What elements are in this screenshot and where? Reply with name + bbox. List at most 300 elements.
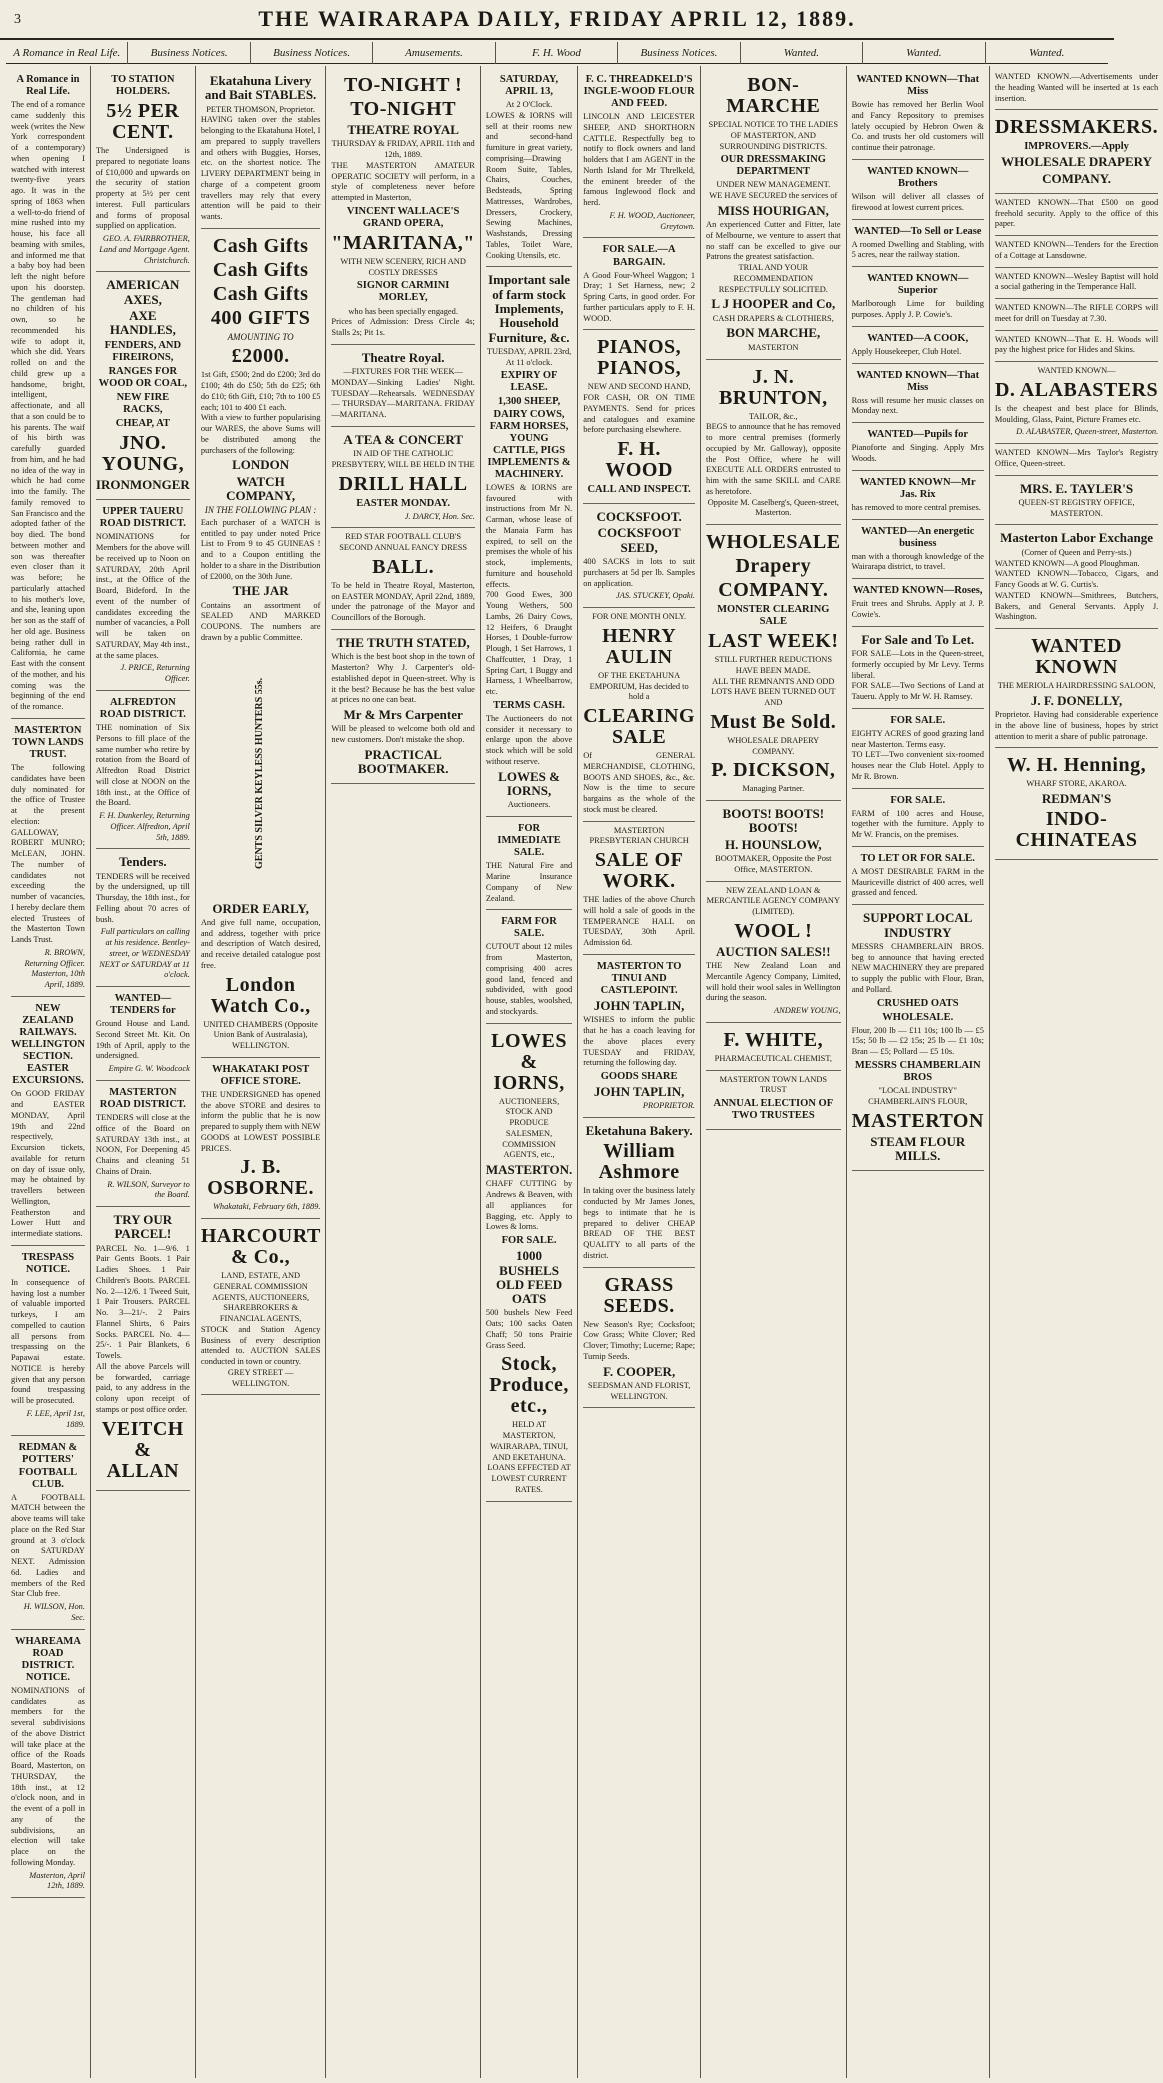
ad-headline: F. WHITE,: [723, 1028, 824, 1051]
section-header: A Romance in Real Life.: [6, 42, 128, 64]
ad-headline: 1000 BUSHELS OLD FEED OATS: [496, 1248, 563, 1307]
ad-headline: TO-NIGHT: [350, 98, 457, 120]
classified: [995, 68, 1158, 110]
ad-body: Which is the best boot shop in the town of Masterton? Why J. Carpenter's old-established depot in Queen-street. Why is it the best? Because he has the best value at prices no one can beat.: [331, 652, 475, 705]
classified: [852, 220, 984, 268]
ad-headline: LAST WEEK!: [708, 630, 839, 653]
ad-signature: ANDREW YOUNG,: [774, 1006, 841, 1016]
ad-headline: SUPPORT LOCAL INDUSTRY: [863, 910, 973, 940]
ad-headline: London Watch Co.,: [210, 973, 311, 1017]
ad-subheadline: UNDER NEW MANAGEMENT.: [716, 180, 831, 190]
advertisement: [583, 68, 695, 238]
column-3: [196, 66, 327, 2078]
notice-body: On GOOD FRIDAY and EASTER MONDAY, April 19th and 22nd respectively, Excursion tickets, available for return on day of issue only, may be obtained by travellers between Wellington, Featherston and Lower Hutt and intermediate stations.: [11, 1089, 85, 1238]
advertisement: [583, 1118, 695, 1268]
ad-headline: D. ALABASTERS: [994, 378, 1159, 401]
ad-headline: J. N. BRUNTON,: [718, 365, 828, 409]
classified-body: Marlborough Lime for building purposes. Apply J. P. Cowie's.: [851, 299, 984, 319]
ad-headline: PIANOS, PIANOS,: [597, 336, 682, 380]
ad-headline: TO-NIGHT !: [344, 74, 463, 96]
ad-body: New Season's Rye; Cocksfoot; Cow Grass; White Clover; Red Clover; Timothy; Lucerne; Rape; Turnip Seeds.: [583, 1319, 696, 1361]
ad-body: Prices of Admission: Dress Circle 4s; Stalls 2s; Pit 1s.: [331, 317, 475, 338]
ad-subheadline: WHOLESALE DRAPERY COMPANY.: [727, 735, 820, 756]
classified: [995, 299, 1158, 331]
classified-body: Apply Housekeeper, Club Hotel.: [851, 346, 962, 356]
ad-body: THE UNDERSIGNED has opened the above STORE and desires to inform the public that he is now prepared to supply them with NEW GOODS at LOWEST POSSIBLE PRICES.: [200, 1089, 321, 1153]
ad-body: 400 SACKS in lots to suit purchasers at 5d per lb. Samples on application.: [583, 557, 696, 588]
ad-body: With a view to further popularising our WARES, the above Sums will be distributed among the purchasers of the following:: [200, 413, 321, 455]
advertisement: [486, 267, 572, 817]
ad-headline: MISS HOURIGAN,: [717, 202, 829, 218]
classified: [852, 789, 984, 847]
advertisement: [706, 1071, 841, 1131]
notice-body: NOMINATIONS of candidates as members for the several subdivisions of the above District will take place at the office of the Roads Board, Masterton, on THURSDAY, the 18th inst., at 12 o'clock noon, and in the event of a poll in any of the subdivisions, an election will take place on the following Monday.: [11, 1685, 85, 1867]
ad-headline: THEATRE ROYAL: [347, 122, 459, 137]
ad-headline: DRESSMAKERS.: [994, 116, 1159, 139]
advertisement: [995, 362, 1158, 444]
ad-headline: 1,300 SHEEP, DAIRY COWS, FARM HORSES, YOUNG CATTLE, PIGS IMPLEMENTS & MACHINERY.: [487, 396, 571, 480]
notice-body: In consequence of having lost a number of valuable imported turkeys, I am compelled to caution all persons from trespassing on the Papawai estate. NOTICE is hereby given that any person found trespassing will be prosecuted.: [11, 1277, 85, 1406]
ad-headline: MESSRS CHAMBERLAIN BROS: [854, 1059, 981, 1084]
notice-title: TRESPASS NOTICE.: [21, 1251, 75, 1275]
ad-body: FOR CASH, OR ON TIME PAYMENTS. Send for prices and catalogues and examine before purchasing elsewhere.: [583, 393, 696, 435]
ad-body: Will be pleased to welcome both old and new customers. Don't mistake the shop.: [331, 724, 475, 745]
ad-headline: NEW FIRE RACKS,: [116, 391, 170, 415]
advertisement: [486, 1024, 572, 1502]
ad-body: LOWES & IORNS will sell at their rooms new and second-hand furniture in great variety, comprising—Drawing Room Suite, Tables, Chairs, Couches, Bedsteads, Spring Mattresses, Wardrobes, Dressers, Crockery, Sewing Machines, Washstands, Dressing Tables, Toilet Ware, Cooking Utensils, etc.: [485, 110, 573, 260]
ad-subheadline: MONSTER CLEARING SALE: [717, 604, 830, 628]
notice-signature: H. WILSON, Hon. Sec.: [23, 1602, 85, 1622]
ad-signature: PROPRIETOR.: [642, 1101, 696, 1111]
notice-body: TENDERS will be received by the undersigned, up till Thursday, the 18th inst., for Felling about 70 acres of bush.: [95, 871, 190, 924]
ad-headline: BON-MARCHE: [726, 74, 821, 117]
ad-headline: OUR DRESSMAKING DEPARTMENT: [720, 154, 826, 178]
ad-dates: THURSDAY & FRIDAY, APRIL 11th and 12th, 1889.: [331, 139, 475, 160]
page-grid: [6, 66, 1159, 2078]
ad-subheadline: (Corner of Queen and Perry-sts.): [1021, 547, 1132, 557]
notice-signature: F. LEE, April 1st, 1889.: [26, 1408, 85, 1429]
ad-headline: MRS. E. TAYLER'S: [1019, 480, 1134, 496]
ad-headline: WHOLESALE DRAPERY: [1001, 154, 1152, 170]
section-header: Wanted.: [1029, 47, 1065, 59]
ad-body: THE ladies of the above Church will hold a sale of goods in the TEMPERANCE HALL on TUESDAY, 30th April. Admission 6d.: [583, 895, 696, 948]
ad-subheadline: MASTERTON TOWN LANDS TRUST: [719, 1074, 828, 1095]
classified: [852, 579, 984, 627]
ad-address: UNITED CHAMBERS (Opposite Union Bank of Australasia), WELLINGTON.: [203, 1019, 318, 1051]
classified-body: FOR SALE—Two Sections of Land at Taueru. Apply to Mr W. H. Ramsey.: [851, 681, 984, 702]
ad-headline: IRONMONGER: [95, 477, 190, 492]
ad-body: BEGS to announce that he has removed to more central premises (formerly occupied by Mr. Galloway), opposite the Post Office, where he will EXECUTE ALL ORDERS entrusted to him with the same SKILL and CARE as heretofore.: [706, 422, 841, 496]
ad-headline: 5½ PER CENT.: [106, 100, 180, 144]
notice-title: MASTERTON ROAD DISTRICT.: [99, 1086, 186, 1111]
classified: [852, 709, 984, 789]
ad-headline: ORDER EARLY,: [212, 900, 309, 916]
ad-subheadline: NEW AND SECOND HAND,: [587, 382, 691, 392]
advertisement: [201, 229, 321, 1058]
notice-body: Ground House and Land. Second Street Mt. Kit. On 19th of April, apply to the undersigned.: [95, 1019, 190, 1061]
advertisement: [96, 272, 190, 500]
column-2: [91, 66, 196, 2078]
ad-subheadline: CASH DRAPERS & CLOTHIERS,: [712, 313, 834, 323]
ad-body: Is the cheapest and best place for Blinds, Moulding, Glass, Paint, Picture Frames etc.: [994, 403, 1159, 424]
advertisement: [201, 1219, 321, 1395]
ad-headline: LOWES & IORNS,: [498, 768, 560, 799]
ad-subheadline: TRIAL AND YOUR RECOMMENDATION RESPECTFULLY SOLICITED.: [718, 263, 828, 294]
ad-headline: JOHN TAPLIN,: [593, 1084, 685, 1100]
ad-headline: Theatre Royal.: [361, 349, 445, 365]
ad-body: WE HAVE SECURED the services of: [709, 191, 838, 201]
ad-headline: FOR SALE.: [501, 1235, 557, 1247]
ad-subheadline: Auctioneers.: [507, 800, 551, 810]
advertisement: [583, 330, 695, 504]
notice-title: UPPER TAUERU ROAD DISTRICT.: [99, 506, 186, 530]
classified: [995, 194, 1158, 236]
ad-subheadline: EXPIRY OF LEASE.: [500, 370, 558, 394]
advertisement: [706, 525, 841, 801]
section-header: Amusements.: [373, 42, 495, 64]
ad-subheadline: IMPROVERS.—Apply: [1024, 141, 1129, 153]
ad-body: 500 bushels New Feed Oats; 100 sacks Oaten Chaff; 50 tons Prairie Grass Seed.: [485, 1308, 573, 1350]
ad-headline: WHOLESALE.: [882, 1011, 954, 1023]
classified-body: WANTED KNOWN—That £500 on good freehold security. Apply to the office of this paper.: [994, 197, 1159, 229]
classified: [852, 423, 984, 471]
ad-headline: LOWES & IORNS,: [491, 1029, 567, 1094]
section-headers: [6, 42, 1108, 64]
ad-headline: SIGNOR CARMINI MORLEY,: [356, 280, 450, 304]
ad-headline: Must Be Sold.: [710, 710, 837, 733]
ad-subheadline: CHAMBERLAIN'S FLOUR,: [868, 1096, 968, 1106]
ad-headline: MASTERTON TO TINUI AND CASTLEPOINT.: [596, 960, 682, 996]
section-header: Business Notices.: [251, 42, 373, 64]
classified-heading: TO LET OR FOR SALE.: [860, 852, 975, 864]
advertisement: [583, 238, 695, 330]
ad-headline: Stock, Produce, etc.,: [489, 1353, 569, 1418]
classified-heading: WANTED KNOWN—Mr Jas. Rix: [859, 476, 976, 500]
classified-body: WANTED KNOWN.—Advertisements under the heading Wanted will be inserted at 1s each insertion.: [994, 72, 1159, 103]
classified-body: A MOST DESIRABLE FARM in the Mauriceville district of 400 acres, well grassed and fenced.: [851, 866, 984, 898]
ad-subheadline: IN AID OF THE CATHOLIC PRESBYTERY, WILL BE HELD IN THE: [331, 449, 475, 469]
ad-subheadline: "LOCAL INDUSTRY": [878, 1086, 957, 1096]
ad-address: Opposite M. Caselberg's, Queen-street, Masterton.: [707, 497, 839, 518]
advertisement: [96, 1207, 190, 1491]
ad-headline: Masterton Labor Exchange: [1000, 530, 1153, 546]
ad-headline: AUCTION SALES!!: [716, 943, 831, 959]
ad-subheadline: SPECIAL NOTICE TO THE LADIES OF MASTERTON, AND SURROUNDING DISTRICTS.: [708, 120, 839, 151]
ad-headline: £2000.: [231, 345, 290, 368]
ad-body: The Undersigned is prepared to negotiate loans of £10,000 and upwards on the security of station property at 5½ per cent interest. Full particulars and forms of proposal supplied on application.: [95, 146, 190, 231]
classified-body: WANTED KNOWN—Tobacco, Cigars, and Fancy Goods at W. G. Curtis's.: [994, 569, 1159, 589]
classified: [852, 471, 984, 520]
ad-subheadline: THE MERIOLA HAIRDRESSING SALOON,: [997, 681, 1156, 690]
section-header: F. H. Wood: [496, 42, 618, 64]
classified-body: Pianoforte and Singing. Apply Mrs Woods.: [851, 443, 984, 463]
ad-subheadline: LAND, ESTATE, AND GENERAL COMMISSION AGENTS, AUCTIONEERS, SHAREBROKERS & FINANCIAL AGENTS,: [212, 1271, 310, 1324]
ad-body: The Auctioneers do not consider it necessary to enlarge upon the above stock which will be sold without reserve.: [485, 713, 573, 766]
advertisement: [583, 1268, 695, 1409]
ad-subheadline: WITH NEW SCENERY, RICH AND COSTLY DRESSES: [340, 256, 466, 277]
advertisement: [331, 345, 474, 427]
notice-title: REDMAN & POTTERS' FOOTBALL CLUB.: [18, 1442, 78, 1490]
ad-headline: J. F. DONELLY,: [1030, 692, 1123, 708]
ad-dates: TUESDAY, APRIL 23rd, At 11 o'clock.: [486, 346, 572, 367]
ad-headline: HARCOURT & Co.,: [200, 1225, 321, 1269]
ad-body: All the above Parcels will be forwarded, carriage paid, to any address in the colony upon receipt of stamps or post office order.: [95, 1361, 190, 1414]
ad-headline: RANGES FOR WOOD OR COAL,: [98, 365, 188, 389]
classified-body: FOR SALE—Lots in the Queen-street, formerly occupied by Mr Levy. Terms liberal.: [851, 649, 984, 680]
ad-subheadline: FOR ONE MONTH ONLY.: [592, 612, 687, 622]
ad-headline: COMPANY.: [1042, 170, 1112, 186]
ad-signature: PETER THOMSON, Proprietor.: [206, 104, 315, 114]
ad-headline: PRACTICAL BOOTMAKER.: [357, 746, 449, 777]
advertisement: [706, 882, 841, 1023]
ad-headline: A TEA & CONCERT: [343, 431, 463, 447]
ad-headline: DRILL HALL: [338, 472, 468, 495]
ad-signature: F. H. WOOD, Auctioneer, Greytown.: [609, 210, 696, 231]
advertisement: [201, 1058, 321, 1219]
advertisement: [486, 910, 572, 1023]
classified-heading: WANTED—To Sell or Lease: [854, 225, 982, 237]
classified: [852, 68, 984, 160]
ad-headline: SALE OF WORK.: [594, 849, 684, 893]
classified-body: WANTED KNOWN—Mrs Taylor's Registry Office, Queen-street.: [994, 448, 1159, 468]
ad-headline: COCKSFOOT.: [596, 509, 682, 525]
ad-body: MESSRS CHAMBERLAIN BROS. beg to announce that having erected NEW MACHINERY they are prepared to supply the public with Flour, Bran, and Pollard.: [851, 941, 984, 994]
ad-body: To be held in Theatre Royal, Masterton, on EASTER MONDAY, April 22nd, 1889, under the patronage of the Mayor and Councillors of the Borough.: [331, 580, 475, 623]
ad-signature: Whakataki, February 6th, 1889.: [212, 1202, 321, 1212]
classified-heading: FOR SALE.: [890, 794, 946, 806]
ad-headline: 400 GIFTS: [210, 306, 311, 329]
ad-subheadline: —FIXTURES FOR THE WEEK—: [343, 367, 463, 377]
ad-headline: W. H. Henning,: [1007, 754, 1147, 777]
ad-body: In taking over the business lately conducted by Mr James Jones, begs to intimate that he is prepared to deliver CHEAP BREAD OF THE BEST QUALITY to all parts of the district.: [583, 1186, 696, 1260]
ad-headline: WANTED KNOWN: [1031, 635, 1122, 678]
ad-headline: SATURDAY, APRIL 13,: [499, 74, 559, 98]
notice-title: NEW ZEALAND RAILWAYS. WELLINGTON SECTION. EASTER EXCURSIONS.: [11, 1002, 85, 1087]
classified-body: WANTED KNOWN—Smithrees, Butchers, Bakers, and General Servants. Apply J. Washington.: [994, 590, 1159, 622]
classified-heading: WANTED KNOWN—That Miss: [856, 369, 980, 393]
ad-headline: William Ashmore: [598, 1140, 680, 1184]
ad-signature: J. DARCY, Hon. Sec.: [404, 511, 475, 521]
notice-title: WANTED—TENDERS for: [110, 993, 176, 1017]
column-8: [847, 66, 990, 2078]
ad-subheadline: AUCTIONEERS, STOCK AND PRODUCE SALESMEN, COMMISSION AGENTS, etc.,: [498, 1096, 560, 1160]
classified-heading: WANTED—An energetic business: [861, 525, 975, 549]
notice-body: TENDERS will close at the office of the Board on SATURDAY 13th inst., at NOON, For Deepening 45 Chains and cleaning 51 Chains of Drain.: [95, 1113, 190, 1176]
notice-signature: Masterton, April 12th, 1889.: [29, 1870, 85, 1891]
ad-subheadline: TAILOR, &c.,: [748, 411, 798, 421]
ad-body: MONDAY—Sinking Ladies' Night. TUESDAY—Rehearsals. WEDNESDAY— THURSDAY—MARITANA. FRIDAY—MARITANA.: [331, 377, 475, 420]
advertisement: [995, 629, 1158, 748]
ad-headline: H. HOUNSLOW,: [724, 836, 822, 852]
classified-section: [852, 627, 984, 709]
ad-footer: LOANS EFFECTED AT LOWEST CURRENT RATES.: [487, 1463, 571, 1494]
section-header: Business Notices.: [618, 42, 740, 64]
ad-headline: ANNUAL ELECTION OF TWO TRUSTEES: [713, 1098, 834, 1122]
ad-body: And give full name, occupation, and address, together with price and description of Watch desired, and receive detailed catalogue post free.: [200, 917, 321, 970]
ad-subheadline: CALL AND INSPECT.: [587, 484, 691, 496]
classified-body: Fruit trees and Shrubs. Apply at J. P. Cowie's.: [851, 599, 984, 619]
ad-body: Proprietor. Having had considerable experience in the above line of business, hopes by strict attention to merit a share of public patronage.: [994, 710, 1159, 741]
classified-heading: WANTED KNOWN—Roses,: [852, 585, 983, 597]
notice-signature: R. BROWN, Returning Officer. Masterton, 10th April, 1889.: [24, 947, 85, 990]
ad-headline: "MARITANA,": [331, 231, 475, 254]
ad-headline: F. H. WOOD: [605, 438, 673, 482]
ad-body: LOWES & IORNS are favoured with instructions from Mr N. Carman, whose lease of the Manaia Farm has expired, to sell on the premises the whole of his stock, implements, furniture and household effects.: [485, 482, 573, 589]
column-6: [578, 66, 701, 2078]
notice: [11, 1436, 85, 1629]
ad-subheadline: VINCENT WALLACE'S GRAND OPERA,: [346, 205, 460, 229]
ad-subheadline: MASTERTON PRESBYTERIAN CHURCH: [589, 825, 689, 846]
ad-headline: CHEAP, AT: [115, 417, 170, 429]
ad-headline: Ekatahuna Livery and Bait STABLES.: [204, 73, 317, 103]
ad-subheadline: OF THE EKETAHUNA EMPORIUM, Has decided to hold a: [589, 670, 689, 702]
ad-subheadline: PHARMACEUTICAL CHEMIST,: [714, 1053, 832, 1063]
ad-body: 1st Gift, £500; 2nd do £200; 3rd do £100; 4th do £50; 5th do £25; 6th do £10; 6th Gift, £10; 7th to 100 £5 each; 101 to 400 £1 each.: [200, 370, 321, 412]
classified: [852, 847, 984, 905]
notice-body: The following candidates have been duly nominated for the office of Trustee at the present election: GALLOWAY, ROBERT MUNRO; McLEAN, JOHN. The number of candidates not exceeding the number of vacancies, I hereby declare them elected Trustees of the Masterton Town Lands Trust.: [11, 763, 85, 945]
ad-body: Contains an assortment of SEALED AND MARKED COUPONS. The numbers are drawn by a public Committee.: [200, 600, 321, 642]
advertisement: [583, 822, 695, 955]
classified-heading: WANTED—Pupils for: [867, 429, 969, 441]
column-7: [701, 66, 847, 2078]
column-1: [6, 66, 91, 2078]
ad-body: Of GENERAL MERCHANDISE, CLOTHING, BOOTS AND SHOES, &c., &c. Now is the time to secure bargains as the whole of the stock must be cleared.: [583, 751, 696, 814]
classified: [995, 236, 1158, 268]
ad-headline: Cash Gifts: [212, 258, 309, 281]
classified: [852, 364, 984, 424]
advertisement: [706, 68, 841, 360]
ad-headline: BON MARCHE,: [726, 325, 821, 341]
ad-subheadline: BOOTMAKER, Opposite the Post Office, MASTERTON.: [715, 854, 832, 874]
ad-body: An experienced Cutter and Fitter, late of Melbourne, we venture to assert that no staff can be excelled to give our Patrons the greatest satisfaction.: [706, 220, 841, 262]
classified-heading: WANTED KNOWN—Superior: [867, 273, 969, 297]
classified-body: FARM of 100 acres and House, together with the furniture. Apply to Mr W. Francis, on the premises.: [851, 808, 984, 840]
ad-body: 700 Good Ewes, 300 Young Wethers, 500 Lambs, 26 Dairy Cows, 12 Heifers, 6 Draught Horses, 1 Double-furrow Plough, 1 Set Harrows, 1 Chaffcutter, 1 Dray, 1 Spring Cart, 1 Buggy and Harness, 1 Wheelbarrow, etc.: [485, 590, 573, 697]
ad-address: GREY STREET — WELLINGTON.: [227, 1367, 294, 1388]
ad-address: MASTERTON.: [1050, 508, 1103, 518]
section-header: Wanted.: [741, 42, 863, 64]
ad-signature: GEO. A. FAIRBROTHER, Land and Mortgage Agent. Christchurch.: [99, 234, 190, 265]
notice-signature: J. PRICE, Returning Officer.: [120, 663, 190, 684]
classified: [852, 520, 984, 580]
ad-body: CHAFF CUTTING by Andrews & Beaven, with all appliances for Bagging, etc. Apply to Lowes & Iorns.: [485, 1179, 573, 1232]
notice-title: Tenders.: [119, 854, 167, 870]
rotated-price-list: GENTS SILVER KEYLESS HUNTERS 55s.: [254, 677, 266, 869]
ad-headline: LONDON: [232, 457, 290, 473]
ad-headline: TERMS CASH.: [493, 699, 565, 711]
ad-subheadline: WHARF STORE, AKAROA.: [1026, 779, 1127, 789]
ad-headline: MASTERTON: [851, 1109, 984, 1132]
ad-headline: EASTER MONDAY.: [356, 497, 451, 509]
ad-body: THE Natural Fire and Marine Insurance Company of New Zealand.: [485, 861, 573, 903]
ad-headline: F. C. THREADKELD'S INGLE-WOOD FLOUR AND FEED.: [583, 74, 695, 110]
classified: [995, 331, 1158, 363]
classified-body: EIGHTY ACRES of good grazing land near Masterton. Terms easy.: [851, 728, 984, 749]
ad-subheadline: HELD AT MASTERTON, WAIRARAPA, TINUI, AND EKETAHUNA.: [490, 1420, 569, 1462]
ad-headline: REDMAN'S: [1041, 791, 1112, 807]
advertisement: [486, 68, 572, 267]
advertisement: [96, 68, 190, 272]
ad-headline: BOOTS! BOOTS! BOOTS!: [722, 806, 825, 836]
notice-signature: F. H. Dunkerley, Returning Officer. Alfredton, April 5th, 1889.: [99, 811, 190, 842]
ad-headline: J. B. OSBORNE.: [207, 1156, 315, 1200]
ad-headline: TRY OUR PARCEL!: [113, 1212, 173, 1242]
newspaper-title: THE WAIRARAPA DAILY, FRIDAY APRIL 12, 1889.: [258, 6, 856, 31]
ad-headline: CRUSHED OATS: [876, 997, 959, 1009]
ad-headline: P. DICKSON,: [711, 759, 836, 782]
ad-headline: THE TRUTH STATED,: [336, 634, 470, 650]
column-9: [990, 66, 1163, 2078]
ad-headline: FENDERS, AND FIREIRONS,: [104, 339, 182, 363]
advertisement: [331, 630, 474, 784]
advertisement: [995, 110, 1158, 194]
notice: [11, 1246, 85, 1437]
section-title: For Sale and To Let.: [861, 631, 975, 647]
ad-subheadline: SEEDSMAN AND FLORIST, WELLINGTON.: [587, 1380, 691, 1401]
ad-headline: HENRY AULIN: [602, 624, 677, 668]
ad-headline: Drapery: [735, 555, 812, 578]
classified-body: Wilson will deliver all classes of firewood at lowest current prices.: [851, 192, 984, 212]
ad-body: STOCK and Station Agency Business of every description attended to. AUCTION SALES conducted in town or country.: [200, 1324, 321, 1367]
ad-headline: Cash Gifts: [212, 234, 309, 257]
ad-subheadline: Managing Partner.: [742, 784, 805, 794]
classified-body: Bowie has removed her Berlin Wool and Fancy Repository to premises lately occupied by Hebron Owen & Co. and trusts her old customers will continue their patronage.: [851, 100, 984, 153]
advertisement: [583, 955, 695, 1118]
notice-signature: Full particulars on calling at his residence. Bentley-street, or WEDNESDAY NEXT or SATURDAY at 11 o'clock.: [99, 927, 190, 980]
advertisement: [331, 427, 474, 529]
ad-headline: COMPANY.: [718, 579, 829, 602]
ad-body: who has been specially engaged.: [348, 306, 458, 316]
classified-body: A roomed Dwelling and Stabling, with 5 acres, near the railway station.: [851, 239, 984, 260]
advertisement: [201, 68, 321, 229]
ad-subheadline: QUEEN-ST REGISTRY OFFICE,: [1018, 497, 1135, 507]
classified-body: WANTED KNOWN—That E. H. Woods will pay the highest price for Hides and Skins.: [994, 334, 1159, 355]
ad-headline: MASTERTON.: [485, 1162, 573, 1178]
classified-body: WANTED KNOWN—The RIFLE CORPS will meet for drill on Tuesday at 7.30.: [994, 303, 1159, 323]
notice-body: NOMINATIONS for Members for the above will be received up to Noon on SATURDAY, 20th April inst., at the Office of the Board, Bideford. In the event of the number of candidates exceeding the number of vacancies, a Poll will be taken on SATURDAY, May 4th inst., at the same places.: [95, 532, 190, 660]
column-4: [326, 66, 480, 2078]
ad-body: THE MASTERTON AMATEUR OPERATIC SOCIETY will perform, in a style of completeness never before attempted in Masterton,: [331, 160, 475, 203]
notice-title: ALFREDTON ROAD DISTRICT.: [99, 696, 186, 720]
classified-heading: WANTED KNOWN—Brothers: [867, 165, 969, 189]
classified-body: has removed to more central premises.: [851, 502, 981, 512]
ad-subheadline: AMOUNTING TO: [227, 331, 294, 342]
advertisement: [486, 817, 572, 910]
ad-title: TO STATION HOLDERS.: [111, 74, 175, 98]
ad-headline: GRASS SEEDS.: [603, 1273, 675, 1317]
ad-headline: JOHN TAPLIN,: [593, 997, 685, 1013]
story: [11, 68, 85, 719]
classified-body: man with a thorough knowledge of the Wairarapa district, to travel.: [851, 551, 984, 572]
advertisement: [331, 68, 474, 345]
advertisement: [852, 905, 984, 1171]
notice-body: A FOOTBALL MATCH between the above teams will take place on the Red Star ground at 3 o'clock on SATURDAY NEXT. Admission 6d. Ladies and members of the Red Star Club free.: [11, 1492, 85, 1599]
ad-body: PARCEL No. 1—9/6. 1 Pair Gents Boots. 1 Pair Ladies Shoes. 1 Pair Children's Boots. PARCEL No. 2—12/6. 1 Tweed Suit, 1 Pair Trousers. PARCEL No. 3—21/-. 2 Pairs Flannel Shirts, 6 Pairs Socks. PARCEL No. 4—25/-. 1 Pair Blankets, 6 Towels.: [95, 1243, 190, 1361]
advertisement: [995, 476, 1158, 526]
ad-signature: JAS. STUCKEY, Opaki.: [616, 591, 696, 601]
notice: [96, 849, 190, 987]
ad-headline: WOOL !: [734, 919, 813, 942]
notice: [96, 500, 190, 691]
advertisement: [583, 608, 695, 822]
notice: [11, 997, 85, 1246]
classified-body: WANTED KNOWN—Tenders for the Erection of a Cottage at Lansdowne.: [994, 240, 1159, 260]
ad-headline: VEITCH & ALLAN: [101, 1417, 184, 1482]
section-header: Business Notices.: [128, 42, 250, 64]
ad-body: THE New Zealand Loan and Mercantile Agency Company, Limited, will hold their wool sales in Wellington during the season.: [706, 961, 841, 1003]
ad-headline: WATCH COMPANY,: [226, 473, 296, 503]
ad-headline: FARM FOR SALE.: [501, 916, 557, 940]
